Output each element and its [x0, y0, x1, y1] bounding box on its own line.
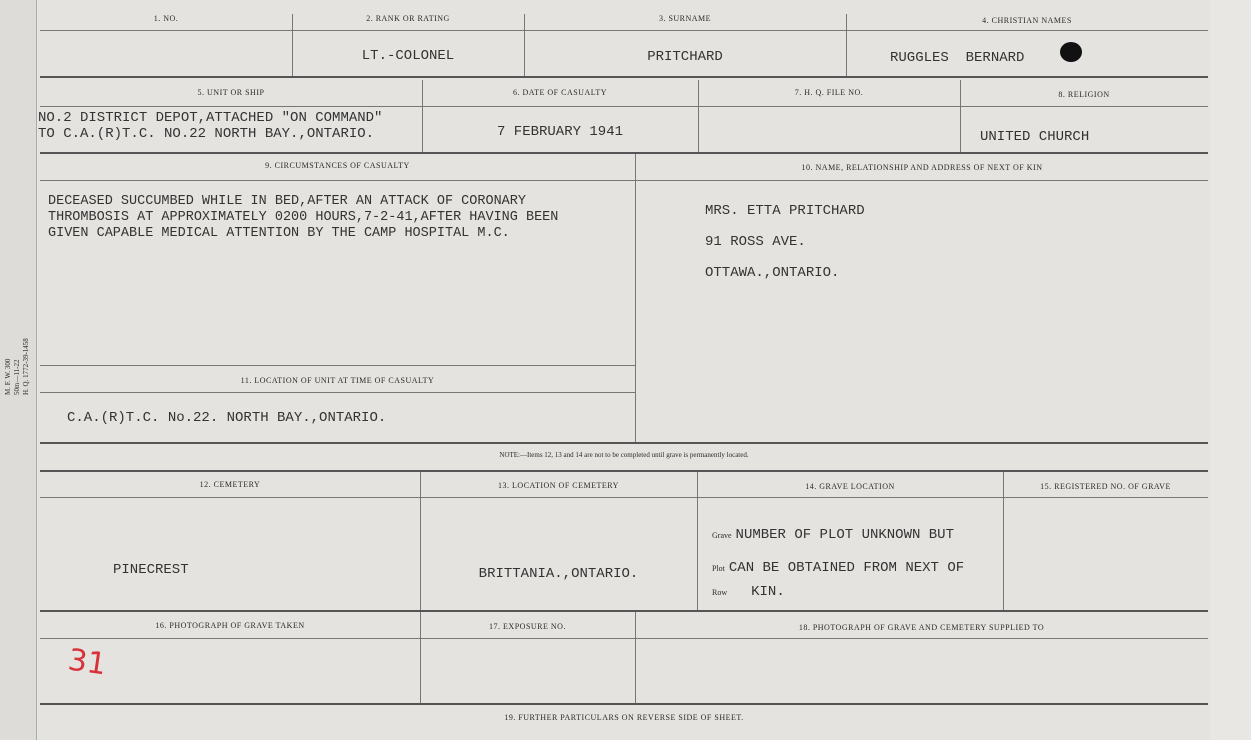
form-code — [4, 338, 31, 395]
form-number: M. F. W. 300 — [4, 358, 12, 395]
kin-city: OTTAWA.,ONTARIO. — [705, 265, 840, 281]
label-grave-location: 14. GRAVE LOCATION — [805, 482, 895, 491]
value-christian-names: RUGGLES BERNARD — [890, 50, 1025, 66]
label-no: 1. NO. — [153, 14, 179, 23]
card-margin — [0, 0, 37, 740]
print-run: 50m—11-22 — [13, 359, 21, 395]
value-grave-location — [712, 518, 964, 600]
unit-line: TO C.A.(R)T.C. NO.22 NORTH BAY.,ONTARIO. — [38, 126, 375, 142]
label-religion: 8. RELIGION — [1058, 90, 1110, 99]
value-cemetery: PINECREST — [113, 562, 189, 578]
handwritten-number: 31 — [65, 642, 109, 683]
hq-reference: H. Q. 1772-39-1458 — [22, 338, 30, 395]
label-surname: 3. SURNAME — [658, 14, 712, 23]
circ-line: GIVEN CAPABLE MEDICAL ATTENTION BY THE CAMP HOSPITAL M.C. — [48, 226, 510, 241]
value-unit — [38, 110, 382, 142]
note: NOTE:—Items 12, 13 and 14 are not to be completed until grave is permanently located. — [499, 451, 749, 459]
punch-hole — [1060, 42, 1082, 62]
label-supplied-to: 18. PHOTOGRAPH OF GRAVE AND CEMETERY SUPPLIED TO — [798, 623, 1045, 632]
value-circumstances — [48, 194, 558, 242]
grave-line: CAN BE OBTAINED FROM NEXT OF — [728, 560, 965, 576]
grave-line: KIN. — [751, 584, 785, 600]
value-next-of-kin — [705, 196, 865, 289]
row-prefix: Row — [712, 588, 728, 597]
label-cemetery: 12. CEMETERY — [199, 480, 261, 489]
label-date: 6. DATE OF CASUALTY — [512, 88, 608, 97]
unit-line: NO.2 DISTRICT DEPOT,ATTACHED "ON COMMAND" — [38, 110, 383, 126]
kin-name: MRS. ETTA PRITCHARD — [705, 203, 865, 219]
label-photograph: 16. PHOTOGRAPH OF GRAVE TAKEN — [155, 621, 305, 630]
value-surname: PRITCHARD — [647, 49, 723, 65]
plot-prefix: Plot — [712, 564, 725, 573]
label-registered-no: 15. REGISTERED NO. OF GRAVE — [1040, 482, 1171, 491]
label-exposure: 17. EXPOSURE NO. — [489, 622, 566, 631]
value-religion: UNITED CHURCH — [980, 129, 1090, 145]
label-hq-file: 7. H. Q. FILE NO. — [794, 88, 864, 97]
label-rank: 2. RANK OR RATING — [366, 14, 450, 23]
label-circumstances: 9. CIRCUMSTANCES OF CASUALTY — [265, 161, 410, 170]
footer-note: 19. FURTHER PARTICULARS ON REVERSE SIDE OF SHEET. — [504, 713, 744, 722]
value-location: C.A.(R)T.C. No.22. NORTH BAY.,ONTARIO. — [67, 410, 387, 426]
label-location: 11. LOCATION OF UNIT AT TIME OF CASUALTY — [240, 376, 435, 385]
grave-prefix: Grave — [712, 531, 732, 540]
grave-line: NUMBER OF PLOT UNKNOWN BUT — [735, 527, 954, 543]
circ-line: DECEASED SUCCUMBED WHILE IN BED,AFTER AN ATTACK OF CORONARY — [48, 194, 526, 209]
value-date: 7 FEBRUARY 1941 — [496, 124, 624, 140]
label-unit: 5. UNIT OR SHIP — [197, 88, 265, 97]
value-rank: LT.-COLONEL — [361, 48, 455, 64]
label-next-of-kin: 10. NAME, RELATIONSHIP AND ADDRESS OF NEXT OF KIN — [801, 163, 1043, 172]
kin-street: 91 ROSS AVE. — [705, 234, 806, 250]
label-christian-names: 4. CHRISTIAN NAMES — [982, 16, 1072, 25]
circ-line: THROMBOSIS AT APPROXIMATELY 0200 HOURS,7-2-41,AFTER HAVING BEEN — [48, 210, 559, 225]
label-cemetery-location: 13. LOCATION OF CEMETERY — [498, 481, 619, 490]
value-cemetery-location: BRITTANIA.,ONTARIO. — [478, 566, 639, 582]
